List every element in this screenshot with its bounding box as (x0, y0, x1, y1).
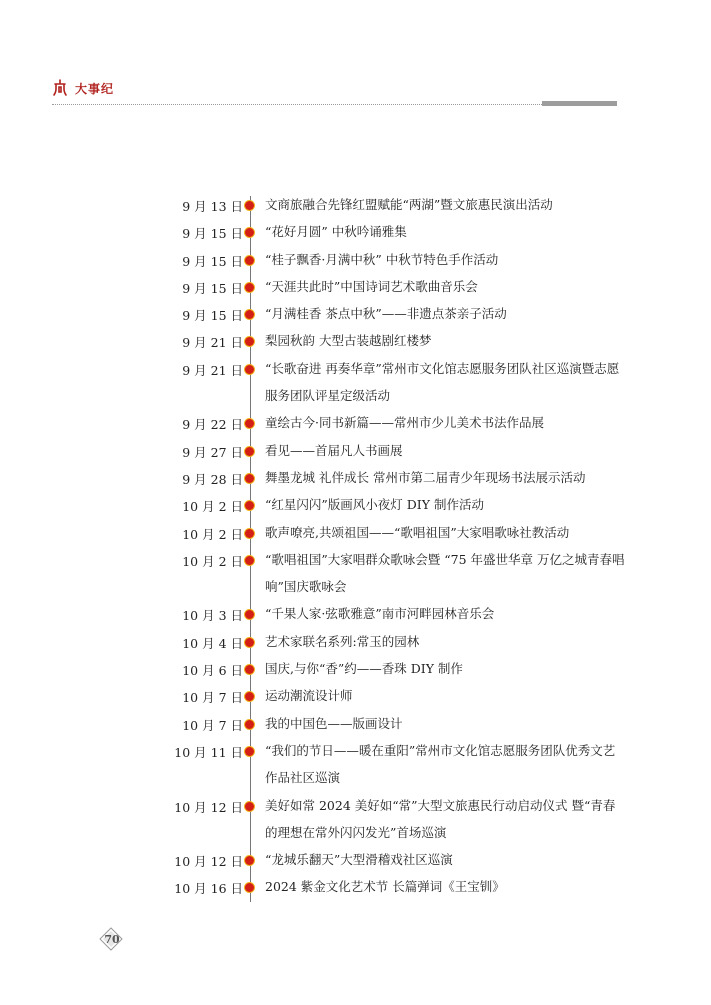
timeline-dot-icon (245, 256, 254, 265)
timeline-dot-icon (245, 747, 254, 756)
timeline-dot-icon (245, 720, 254, 729)
timeline-dot-icon (245, 883, 254, 892)
entry-date: 10 月 7 日 (182, 690, 243, 706)
timeline-dot-icon (245, 692, 254, 701)
entry-text: 梨园秋韵 大型古装越剧红楼梦 (265, 333, 432, 349)
timeline-entry (0, 220, 711, 247)
entry-text: “月满桂香 茶点中秋”——非遗点茶亲子活动 (265, 306, 507, 322)
entry-date: 10 月 2 日 (182, 499, 243, 515)
entry-text: “花好月圆” 中秋吟诵雅集 (265, 224, 407, 240)
entry-text: “长歌奋进 再奏华章”常州市文化馆志愿服务团队社区巡演暨志愿服务团队评星定级活动 (265, 360, 620, 404)
entry-text: 看见——首届凡人书画展 (265, 442, 403, 458)
entry-date: 9 月 13 日 (182, 199, 243, 214)
entry-date: 9 月 28 日 (182, 471, 243, 487)
timeline-dot-icon (245, 610, 254, 619)
timeline-entry (0, 684, 711, 711)
header-dotted-rule (52, 104, 542, 105)
timeline-list (0, 193, 711, 903)
timeline-entry (0, 411, 711, 438)
timeline-dot-icon (245, 474, 254, 483)
chronicle-logo-icon (52, 79, 68, 97)
entry-text: “我们的节日——暖在重阳”常州市文化馆志愿服务团队优秀文艺作品社区巡演 (265, 742, 616, 786)
timeline-entry (0, 848, 711, 875)
timeline-entry (0, 493, 711, 520)
timeline-entry (0, 875, 711, 902)
section-title: 大事纪 (75, 82, 115, 96)
entry-text: “桂子飘香·月满中秋” 中秋节特色手作活动 (265, 251, 499, 267)
entry-date: 9 月 15 日 (182, 280, 243, 296)
entry-text: 2024 紫金文化艺术节 长篇弹词《王宝钏》 (265, 879, 505, 895)
entry-text: “歌唱祖国”大家唱群众歌咏会暨 “75 年盛世华章 万亿之城青春唱响”国庆歌咏会 (265, 551, 625, 595)
entry-text: 我的中国色——版画设计 (265, 715, 403, 731)
entry-date: 10 月 12 日 (174, 854, 243, 870)
timeline-dot-icon (245, 556, 254, 565)
entry-date: 10 月 7 日 (182, 717, 243, 733)
entry-date: 9 月 21 日 (182, 335, 243, 351)
entry-text: 美好如常 2024 美好如“常”大型文旅惠民行动启动仪式 暨“青春的理想在常外闪闪发光”首场巡演 (265, 797, 616, 840)
entry-text: 艺术家联名系列:常玉的园林 (265, 633, 420, 649)
entry-date: 9 月 15 日 (182, 253, 243, 269)
timeline-entry (0, 466, 711, 493)
timeline-entry (0, 275, 711, 302)
entry-date: 10 月 2 日 (182, 553, 243, 569)
timeline-dot-icon (245, 365, 254, 374)
entry-date: 9 月 22 日 (182, 417, 243, 433)
timeline-entry (0, 794, 711, 849)
entry-text: 童绘古今·同书新篇——常州市少儿美术书法作品展 (265, 415, 544, 431)
timeline-dot-icon (245, 665, 254, 674)
timeline-dot-icon (245, 310, 254, 319)
timeline-dot-icon (245, 501, 254, 510)
entry-date: 10 月 11 日 (174, 744, 243, 760)
entry-date: 10 月 3 日 (182, 608, 243, 624)
timeline-dot-icon (245, 228, 254, 237)
page-number: 70 (104, 933, 120, 946)
entry-text: “天涯共此时”中国诗词艺术歌曲音乐会 (265, 278, 478, 294)
timeline-dot-icon (245, 337, 254, 346)
timeline-entry (0, 329, 711, 356)
entry-date: 10 月 12 日 (174, 799, 243, 815)
timeline-dot-icon (245, 283, 254, 292)
timeline-dot-icon (245, 447, 254, 456)
timeline-entry (0, 248, 711, 275)
timeline-dot-icon (245, 638, 254, 647)
timeline-dot-icon (245, 419, 254, 428)
timeline-entry (0, 521, 711, 548)
timeline-dot-icon (245, 802, 254, 811)
timeline-entry (0, 739, 711, 794)
timeline-entry (0, 193, 711, 220)
timeline-entry (0, 657, 711, 684)
entry-date: 10 月 16 日 (174, 881, 243, 897)
entry-text: 舞墨龙城 礼伴成长 常州市第二届青少年现场书法展示活动 (265, 469, 586, 485)
timeline-entry (0, 712, 711, 739)
timeline-entry (0, 548, 711, 603)
timeline-entry (0, 357, 711, 412)
header-gray-bar (542, 101, 617, 106)
entry-text: “红星闪闪”版画风小夜灯 DIY 制作活动 (265, 497, 484, 513)
entry-date: 9 月 15 日 (182, 226, 243, 242)
entry-date: 9 月 15 日 (182, 308, 243, 324)
entry-date: 9 月 27 日 (182, 444, 243, 460)
timeline-dot-icon (245, 529, 254, 538)
entry-date: 10 月 2 日 (182, 526, 243, 542)
timeline-entry (0, 302, 711, 329)
entry-text: 国庆,与你“香”约——香珠 DIY 制作 (265, 661, 463, 677)
entry-text: “千果人家·弦歌雅意”南市河畔园林音乐会 (265, 606, 495, 622)
timeline-entry (0, 602, 711, 629)
entry-date: 10 月 6 日 (182, 663, 243, 679)
entry-text: 文商旅融合先锋红盟赋能“两湖”暨文旅惠民演出活动 (265, 197, 553, 212)
entry-date: 10 月 4 日 (182, 635, 243, 651)
timeline-dot-icon (245, 201, 254, 210)
entry-text: “龙城乐翻天”大型滑稽戏社区巡演 (265, 852, 453, 868)
entry-text: 运动潮流设计师 (265, 688, 353, 704)
timeline-entry (0, 439, 711, 466)
entry-date: 9 月 21 日 (182, 362, 243, 378)
timeline-entry (0, 630, 711, 657)
timeline-dot-icon (245, 856, 254, 865)
entry-text: 歌声嘹亮,共颂祖国——“歌唱祖国”大家唱歌咏社教活动 (265, 524, 570, 540)
